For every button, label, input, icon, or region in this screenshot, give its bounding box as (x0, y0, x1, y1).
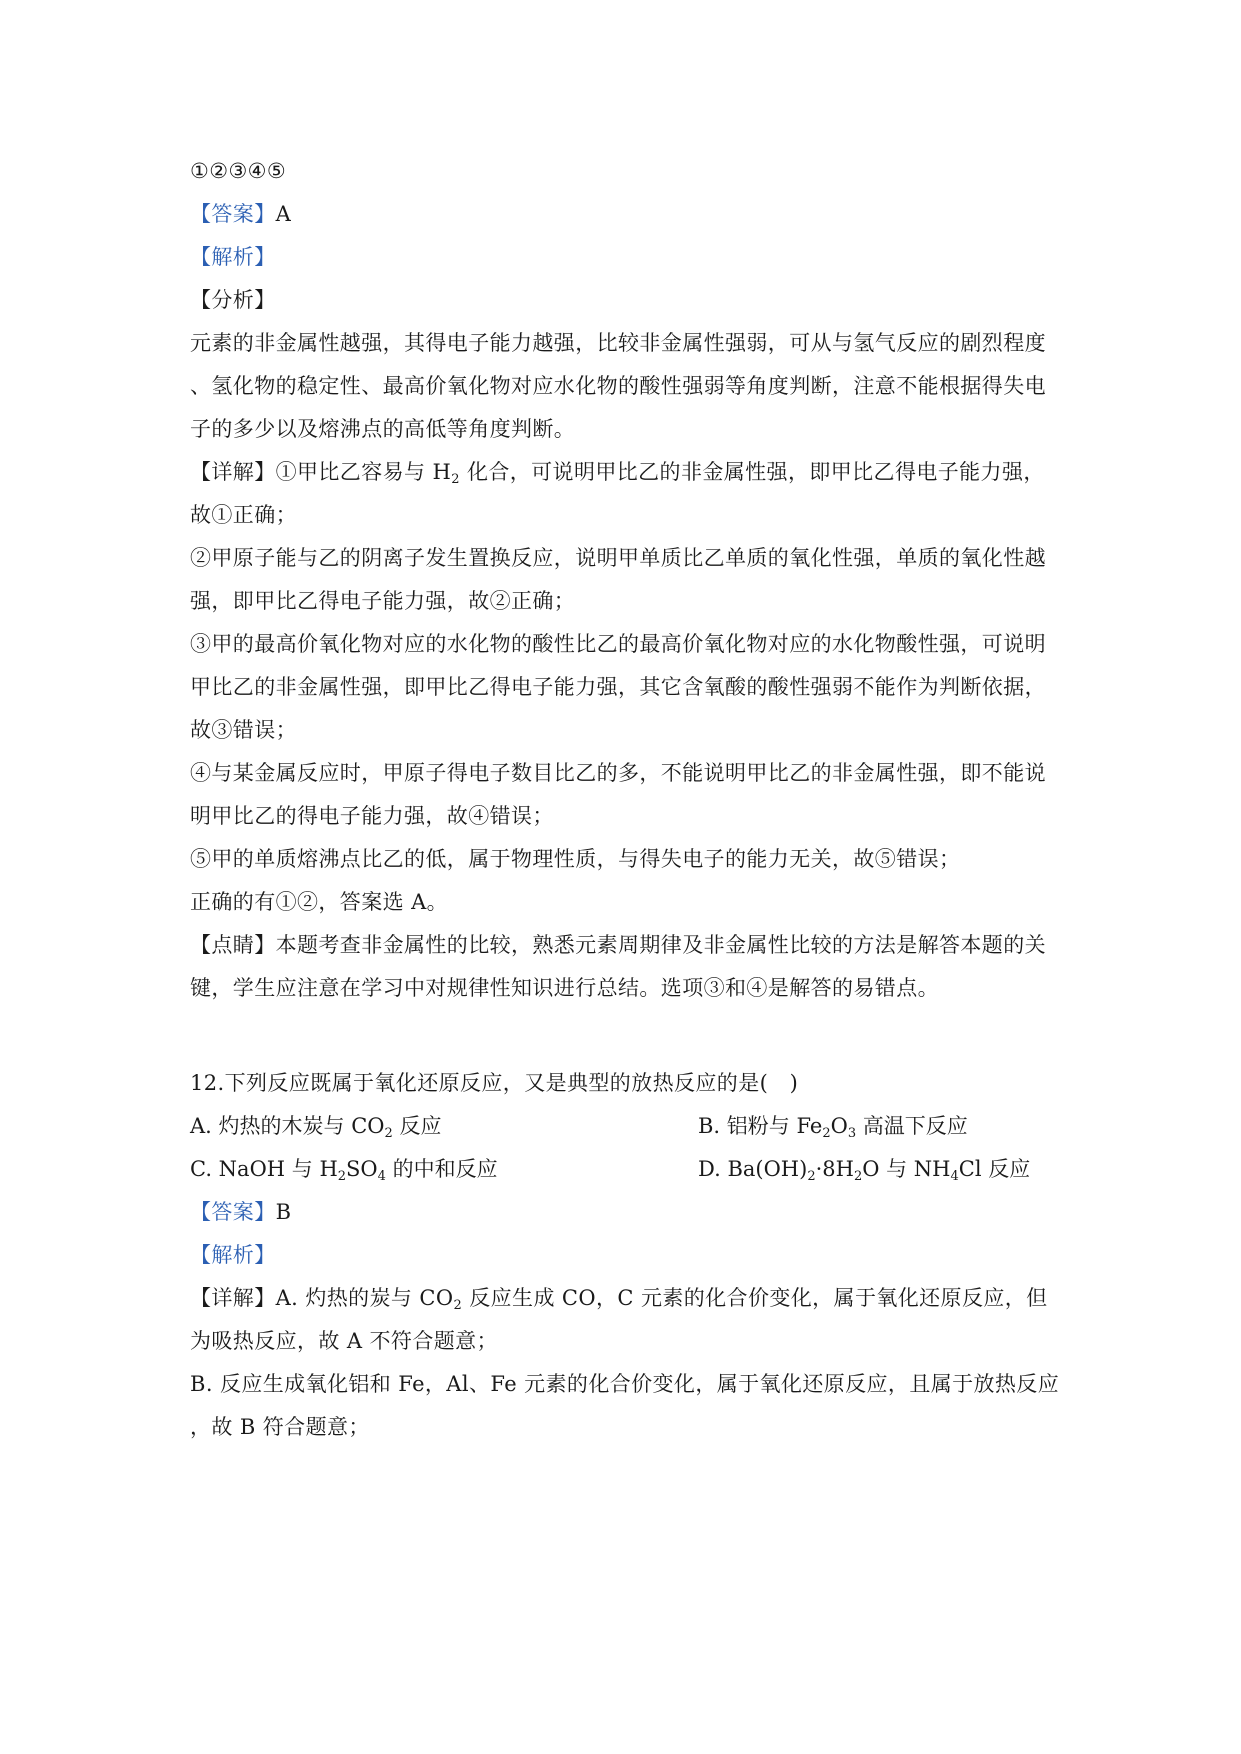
text: ⑤甲的单质熔沸点比乙的低，属于物理性质，与得失电子的能力无关，故⑤错误； (190, 847, 961, 871)
fenxi-tag: 【分析】 (190, 288, 276, 312)
dianjing-line (190, 932, 1070, 959)
text: 反应生成 CO，C 元素的化合价变化，属于氧化还原反应，但 (462, 1286, 1048, 1310)
options-row-2 (190, 1156, 1070, 1183)
subscript: 2 (451, 472, 460, 487)
text: Cl 反应 (958, 1157, 1031, 1181)
paragraph-line (190, 588, 1070, 615)
option-b (698, 1113, 968, 1140)
answer-line-2 (190, 1199, 1070, 1226)
detail-line-12 (190, 1285, 1070, 1312)
answer-value: B (275, 1200, 292, 1224)
text: SO (346, 1157, 378, 1181)
answer-value: A (275, 202, 292, 226)
subscript: 4 (950, 1169, 959, 1184)
answer-line-1 (190, 201, 1070, 228)
detail-tag: 【详解】 (190, 460, 276, 484)
paragraph-line (190, 545, 1070, 572)
text: 故①正确； (190, 503, 297, 527)
text: 明甲比乙的得电子能力强，故④错误； (190, 804, 554, 828)
paragraph-line (190, 416, 1070, 443)
text: C. NaOH 与 H (190, 1157, 338, 1181)
text: 正确的有①②，答案选 A。 (190, 890, 449, 914)
text: 元素的非金属性越强，其得电子能力越强，比较非金属性强弱，可从与氢气反应的剧烈程度 (190, 331, 1046, 355)
text: 强，即甲比乙得电子能力强，故②正确； (190, 589, 576, 613)
text: O 与 NH (862, 1157, 951, 1181)
subscript: 2 (853, 1169, 863, 1184)
paragraph-line (190, 760, 1070, 787)
paragraph-line (190, 502, 1070, 529)
text: 子的多少以及熔沸点的高低等角度判断。 (190, 417, 576, 441)
text: ，故 B 符合题意； (190, 1415, 370, 1439)
text: O (830, 1114, 848, 1138)
question-12 (190, 1070, 1070, 1097)
paragraph-line (190, 803, 1070, 830)
detail-line (190, 459, 1070, 486)
subscript: 2 (337, 1169, 347, 1184)
paragraph-line (190, 717, 1070, 744)
paragraph-line (190, 1414, 1070, 1441)
text: ①甲比乙容易与 H (275, 460, 452, 484)
paragraph-line (190, 846, 1070, 873)
text: ④与某金属反应时，甲原子得电子数目比乙的多，不能说明甲比乙的非金属性强，即不能说 (190, 761, 1046, 785)
text: A. 灼热的木炭与 CO (190, 1114, 385, 1138)
text: ②甲原子能与乙的阴离子发生置换反应，说明甲单质比乙单质的氧化性强，单质的氧化性越 (190, 546, 1046, 570)
paragraph-line (190, 330, 1070, 357)
text: D. Ba(OH) (698, 1157, 808, 1181)
text: 反应 (392, 1114, 442, 1138)
text: 高温下反应 (856, 1114, 968, 1138)
paragraph-line (190, 1371, 1070, 1398)
subscript: 2 (453, 1298, 463, 1313)
text: B. 铝粉与 Fe (698, 1114, 823, 1138)
text: B. 反应生成氧化铝和 Fe，Al、Fe 元素的化合价变化，属于氧化还原反应，且属于放热反应 (190, 1372, 1060, 1396)
text: 键，学生应注意在学习中对规律性知识进行总结。选项③和④是解答的易错点。 (190, 976, 939, 1000)
question-text: 12.下列反应既属于氧化还原反应，又是典型的放热反应的是( ) (190, 1071, 799, 1095)
paragraph-line (190, 975, 1070, 1002)
text: 甲比乙的非金属性强，即甲比乙得电子能力强，其它含氧酸的酸性强弱不能作为判断依据， (190, 675, 1046, 699)
text: 、氢化物的稳定性、最高价氧化物对应水化物的酸性强弱等角度判断，注意不能根据得失电 (190, 374, 1046, 398)
subscript: 4 (377, 1169, 386, 1184)
text: ·8H (815, 1157, 854, 1181)
text: ③甲的最高价氧化物对应的水化物的酸性比乙的最高价氧化物对应的水化物酸性强，可说明 (190, 632, 1046, 656)
analysis-tag: 【解析】 (190, 245, 276, 269)
subscript: 2 (807, 1169, 816, 1184)
options-row-1 (190, 1113, 1070, 1140)
text: 化合，可说明甲比乙的非金属性强，即甲比乙得电子能力强， (459, 460, 1045, 484)
option-c (190, 1156, 498, 1183)
text: A. 灼热的炭与 CO (275, 1286, 454, 1310)
subscript: 3 (847, 1126, 857, 1141)
answer-tag: 【答案】 (190, 1200, 276, 1224)
text: 本题考查非金属性的比较，熟悉元素周期律及非金属性比较的方法是解答本题的关 (275, 933, 1047, 957)
option-a (190, 1113, 441, 1140)
option-d (698, 1156, 1030, 1183)
paragraph-line (190, 631, 1070, 658)
analysis-tag-line-1 (190, 244, 1070, 271)
text: 的中和反应 (385, 1157, 498, 1181)
subscript: 2 (822, 1126, 831, 1141)
paragraph-line (190, 889, 1070, 916)
analysis-tag-line-2 (190, 1242, 1070, 1269)
circled-options-line (190, 158, 1070, 185)
analysis-tag: 【解析】 (190, 1243, 276, 1267)
dianjing-tag: 【点睛】 (190, 933, 276, 957)
circled-options: ①②③④⑤ (190, 159, 287, 183)
paragraph-line (190, 1328, 1070, 1355)
fenxi-tag-line (190, 287, 1070, 314)
paragraph-line (190, 674, 1070, 701)
answer-tag: 【答案】 (190, 202, 276, 226)
paragraph-line (190, 373, 1070, 400)
text: 故③错误； (190, 718, 297, 742)
text: 为吸热反应，故 A 不符合题意； (190, 1329, 498, 1353)
subscript: 2 (384, 1126, 393, 1141)
document-page (190, 158, 1070, 1439)
detail-tag: 【详解】 (190, 1286, 276, 1310)
